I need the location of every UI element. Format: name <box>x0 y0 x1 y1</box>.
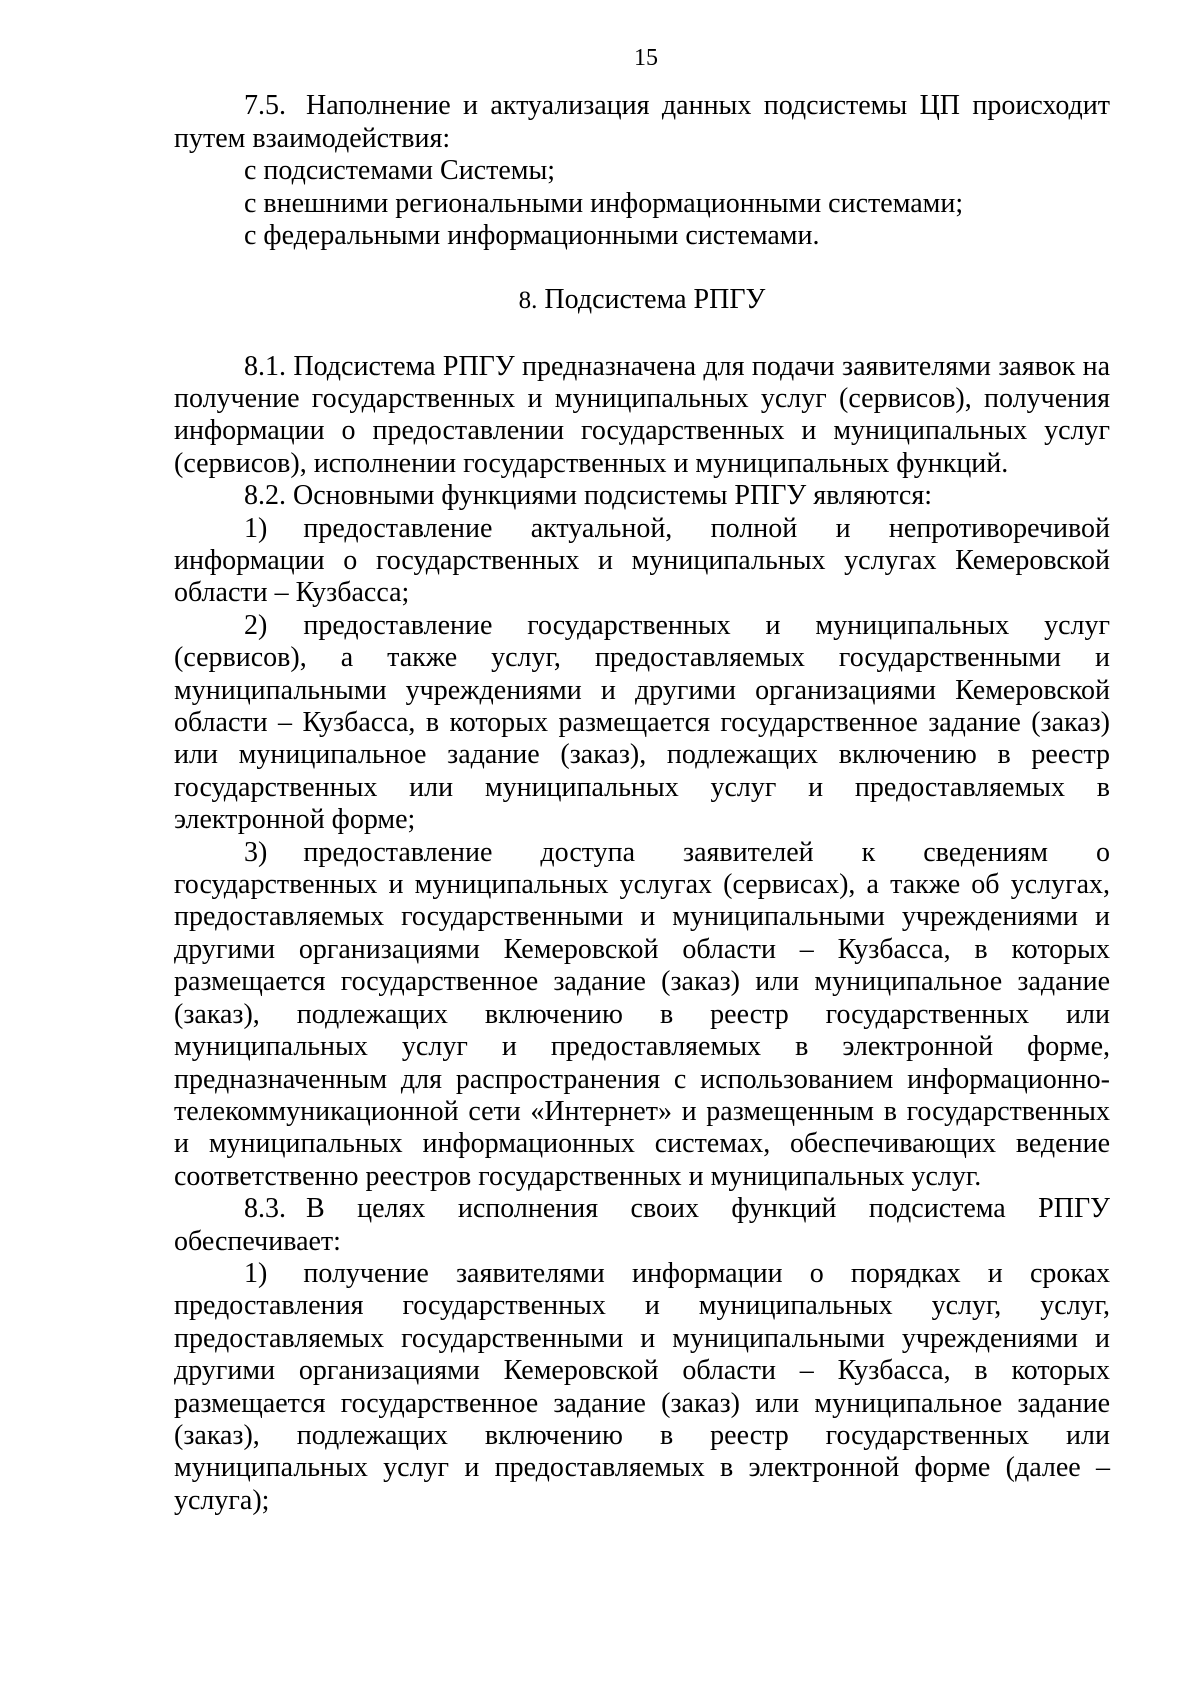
list-item: с внешними региональными информационными системами; <box>244 187 964 219</box>
paragraph-number: 7.5. <box>244 90 286 121</box>
list-number: 3) <box>244 836 268 868</box>
list-number: 1) <box>244 1257 268 1289</box>
list-item-8-2-3 <box>174 837 1110 1193</box>
list-text: предоставление актуальной, полной и непротиворечивой информации о государственных и муниципальных услугах Кемеровской области – Кузбасса; <box>174 512 1110 609</box>
paragraph-7-5 <box>174 90 1110 155</box>
list-item: с федеральными информационными системами. <box>244 220 820 252</box>
list-text: предоставление государственных и муниципальных услуг (сервисов), а также услуг, предоставляемых государственными и муниципальными учреждениями и другими организациями Кемеровской области – Кузбасса, в которых размещается государственное задание (заказ) или муниципальное задание (заказ), подлежащих включению в реестр государственных или муниципальных услуг и предоставляемых в электронной форме; <box>174 609 1110 836</box>
paragraph-number: 8.3. <box>244 1193 286 1225</box>
paragraph-8-1: 8.1. Подсистема РПГУ предназначена для подачи заявителями заявок на получение государственных и муниципальных услуг (сервисов), получения информации о предоставлении государственных и муниципальных услуг (сервисов), исполнении государственных и муниципальных функций. <box>174 350 1110 479</box>
list-number: 2) <box>244 609 268 641</box>
paragraph-8-2: 8.2. Основными функциями подсистемы РПГУ являются: <box>244 480 932 512</box>
document-page <box>174 38 1110 1517</box>
paragraph-8-3 <box>174 1193 1110 1258</box>
list-number: 1) <box>244 512 268 544</box>
section-number: 8. <box>518 286 538 314</box>
paragraph-text: В целях исполнения своих функций подсистема РПГУ обеспечивает: <box>174 1193 1110 1257</box>
page-number: 15 <box>634 45 658 71</box>
list-text: получение заявителями информации о порядках и сроках предоставления государственных и муниципальных услуг, услуг, предоставляемых государственными и муниципальными учреждениями и другими организациями Кемеровской области – Кузбасса, в которых размещается государственное задание (заказ) или муниципальное задание (заказ), подлежащих включению в реестр государственных или муниципальных услуг и предоставляемых в электронной форме (далее – услуга); <box>174 1257 1110 1516</box>
section-title: Подсистема РПГУ <box>544 283 766 315</box>
list-text: предоставление доступа заявителей к сведениям о государственных и муниципальных услугах (сервисах), а также об услугах, предоставляемых государственными и муниципальными учреждениями и другими организациями Кемеровской области – Кузбасса, в которых размещается государственное задание (заказ) или муниципальное задание (заказ), подлежащих включению в реестр государственных или муниципальных услуг и предоставляемых в электронной форме, предназначенным для распространения с использованием информационно-телекоммуникационной сети «Интернет» и размещенным в государственных и муниципальных информационных системах, обеспечивающих ведение соответственно реестров государственных и муниципальных услуг. <box>174 836 1110 1192</box>
section-8-content <box>174 351 1110 1518</box>
list-item-8-2-1 <box>174 513 1110 610</box>
list-item: с подсистемами Системы; <box>244 155 556 187</box>
list-item-8-2-2 <box>174 610 1110 837</box>
paragraph-text: Наполнение и актуализация данных подсистемы ЦП происходит путем взаимодействия: <box>174 90 1110 154</box>
section-7-content <box>174 90 1110 253</box>
list-item-8-3-1 <box>174 1258 1110 1517</box>
section-8-heading <box>174 284 1110 318</box>
